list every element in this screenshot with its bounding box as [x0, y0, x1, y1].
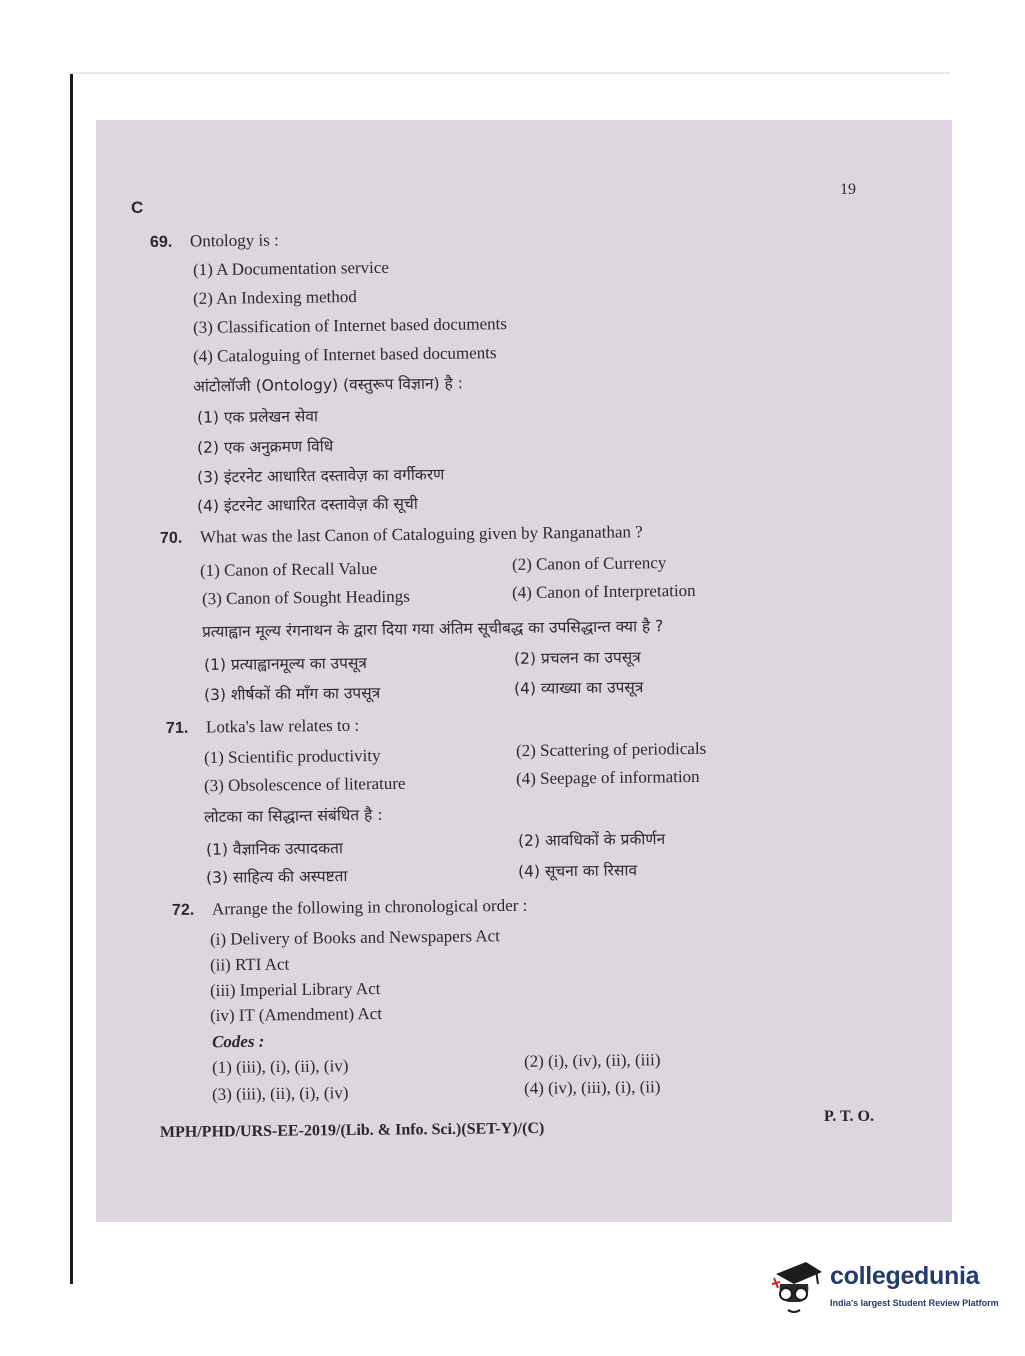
- list-item-1: (i) Delivery of Books and Newspapers Act: [209, 926, 500, 949]
- option-hi-3: (3) इंटरनेट आधारित दस्तावेज़ का वर्गीकरण: [196, 465, 445, 487]
- question-text-en: Ontology is :: [189, 230, 279, 251]
- option-en-3: (3) Classification of Internet based documents: [192, 314, 508, 337]
- code-option-1: (1) (iii), (i), (ii), (iv): [211, 1056, 349, 1077]
- list-item-4: (iv) IT (Amendment) Act: [209, 1003, 383, 1026]
- option-en-4: (4) Cataloguing of Internet based documents: [192, 343, 497, 366]
- set-letter: C: [131, 198, 144, 217]
- option-hi-1: (1) वैज्ञानिक उत्पादकता: [205, 839, 344, 859]
- code-option-4: (4) (iv), (iii), (i), (ii): [523, 1077, 661, 1098]
- option-en-1: (1) A Documentation service: [192, 257, 390, 280]
- option-en-2: (2) Scattering of periodicals: [515, 738, 707, 761]
- option-hi-1: (1) प्रत्याह्वानमूल्य का उपसूत्र: [203, 654, 368, 674]
- mascot-icon: [770, 1258, 828, 1318]
- brand-name: collegedunia: [830, 1262, 980, 1290]
- option-hi-4: (4) इंटरनेट आधारित दस्तावेज़ की सूची: [196, 494, 418, 516]
- option-en-1: (1) Canon of Recall Value: [199, 558, 378, 581]
- option-hi-2: (2) प्रचलन का उपसूत्र: [513, 648, 641, 668]
- option-en-1: (1) Scientific productivity: [203, 745, 381, 768]
- question-number: 69.: [149, 233, 173, 251]
- option-hi-4: (4) सूचना का रिसाव: [517, 861, 638, 881]
- collegedunia-watermark: [770, 1258, 1000, 1318]
- option-en-4: (4) Canon of Interpretation: [511, 580, 696, 603]
- question-69: [150, 232, 850, 522]
- list-item-3: (iii) Imperial Library Act: [209, 978, 381, 1001]
- option-hi-1: (1) एक प्रलेखन सेवा: [196, 407, 319, 427]
- page-number: 19: [840, 181, 856, 198]
- question-text-hi: लोटका का सिद्धान्त संबंधित है :: [203, 805, 383, 827]
- question-71: [165, 715, 850, 888]
- question-70: [159, 522, 850, 708]
- code-option-3: (3) (iii), (ii), (i), (iv): [211, 1083, 349, 1104]
- codes-label: Codes :: [211, 1031, 265, 1052]
- question-number: 72.: [171, 901, 195, 919]
- scan-edge: [70, 72, 73, 1284]
- question-text-hi: आंटोलॉजी (Ontology) (वस्तुरूप विज्ञान) है :: [192, 374, 464, 396]
- brand-tagline: India's largest Student Review Platform: [830, 1298, 999, 1308]
- option-en-3: (3) Obsolescence of literature: [203, 773, 406, 796]
- scan-edge-top: [70, 72, 950, 74]
- question-number: 71.: [165, 719, 189, 737]
- option-hi-3: (3) साहित्य की अस्पष्टता: [205, 867, 348, 887]
- option-hi-3: (3) शीर्षकों की माँग का उपसूत्र: [203, 683, 381, 705]
- question-text-en: Lotka's law relates to :: [205, 715, 360, 737]
- question-72: [171, 895, 852, 1104]
- list-item-2: (ii) RTI Act: [209, 954, 290, 975]
- option-hi-4: (4) व्याख्या का उपसूत्र: [513, 678, 644, 698]
- question-number: 70.: [159, 529, 183, 547]
- code-option-2: (2) (i), (iv), (ii), (iii): [523, 1050, 661, 1071]
- question-text-en: What was the last Canon of Cataloguing given by Ranganathan ?: [199, 522, 643, 547]
- question-text-hi: प्रत्याह्वान मूल्य रंगनाथन के द्वारा दिया गया अंतिम सूचीबद्ध का उपसिद्धान्त क्या है ?: [201, 617, 664, 641]
- option-en-3: (3) Canon of Sought Headings: [201, 586, 410, 609]
- option-hi-2: (2) एक अनुक्रमण विधि: [196, 437, 334, 457]
- pto-label: P. T. O.: [824, 1108, 874, 1125]
- option-en-4: (4) Seepage of information: [515, 766, 700, 789]
- question-text-en: Arrange the following in chronological order :: [211, 895, 528, 919]
- option-en-2: (2) Canon of Currency: [511, 553, 667, 574]
- option-hi-2: (2) आवधिकों के प्रकीर्णन: [517, 830, 666, 850]
- option-en-2: (2) An Indexing method: [192, 286, 357, 309]
- paper-code: MPH/PHD/URS-EE-2019/(Lib. & Info. Sci.)(SET-Y)/(C): [159, 1119, 545, 1141]
